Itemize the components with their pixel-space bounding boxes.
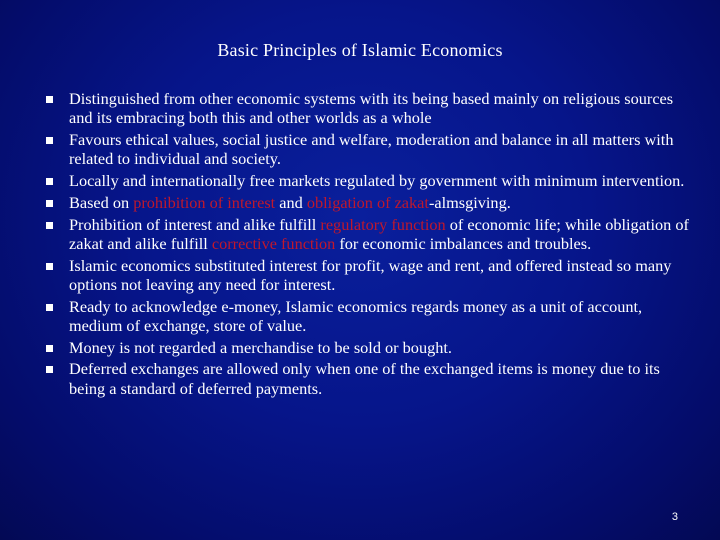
bullet-item [44, 193, 694, 212]
bullet-item [44, 338, 694, 357]
square-bullet-icon [46, 137, 53, 144]
bullet-text-part: and [275, 192, 307, 212]
bullet-text-part: -almsgiving. [428, 192, 511, 212]
square-bullet-icon [46, 263, 53, 270]
bullet-text: Distinguished from other economic systems with its being based mainly on religious sources and its embracing both this and other worlds as a whole [69, 89, 674, 128]
square-bullet-icon [46, 222, 53, 229]
highlight-corrective-function: corrective function [211, 233, 336, 253]
bullet-item [44, 171, 694, 190]
bullet-list [44, 89, 694, 400]
bullet-item [44, 215, 694, 253]
bullet-text: Money is not regarded a merchandise to be sold or bought. [69, 337, 452, 357]
square-bullet-icon [46, 178, 53, 185]
bullet-item [44, 130, 694, 168]
square-bullet-icon [46, 96, 53, 103]
bullet-text-part: Based on [69, 192, 134, 212]
bullet-item [44, 256, 694, 294]
bullet-item [44, 359, 694, 397]
bullet-text: Ready to acknowledge e-money, Islamic economics regards money as a unit of account, medium of exchange, store of value. [69, 296, 643, 335]
slide-title: Basic Principles of Islamic Economics [217, 40, 503, 60]
page-number: 3 [671, 511, 678, 523]
square-bullet-icon [46, 345, 53, 352]
bullet-text-part: of economic life; while obligation of zakat and alike fulfill [69, 214, 689, 253]
bullet-text-part: for economic imbalances and troubles. [335, 233, 592, 253]
bullet-text: Locally and internationally free markets regulated by government with minimum intervention. [69, 171, 685, 190]
bullet-text: Favours ethical values, social justice and welfare, moderation and balance in all matters with related to individual and society. [69, 130, 674, 169]
highlight-prohibition-of-interest: prohibition of interest [133, 192, 276, 212]
bullet-text: Islamic economics substituted interest for profit, wage and rent, and offered instead so many options not leaving any need for interest. [69, 255, 672, 294]
bullet-text-part: Prohibition of interest and alike fulfill [69, 214, 321, 234]
bullet-item [44, 297, 694, 335]
highlight-obligation-of-zakat: obligation of zakat [306, 192, 429, 212]
bullet-item [44, 89, 694, 127]
square-bullet-icon [46, 366, 53, 373]
bullet-text: Deferred exchanges are allowed only when one of the exchanged items is money due to its being a standard of deferred payments. [69, 359, 660, 398]
square-bullet-icon [46, 304, 53, 311]
square-bullet-icon [46, 200, 53, 207]
highlight-regulatory-function: regulatory function [320, 214, 446, 234]
